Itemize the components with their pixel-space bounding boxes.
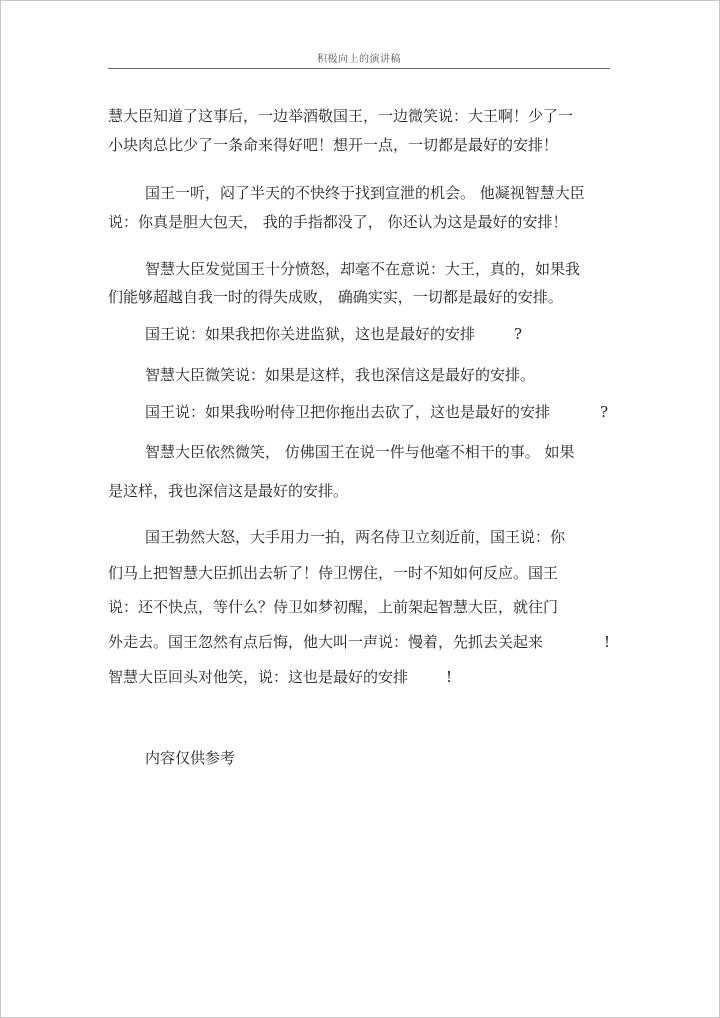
paragraph-8-line-4: 外走去。国王忽然有点后悔，他大叫一声说：慢着，先抓去关起来 <box>108 633 544 651</box>
paragraph-6-question-mark: ? <box>600 403 609 421</box>
paragraph-8-line-2: 们马上把智慧大臣抓出去斩了！侍卫愣住，一时不知如何反应。国王 <box>108 564 559 582</box>
paragraph-3-line-1: 智慧大臣发觉国王十分愤怒，却毫不在意说：大王，真的，如果我 <box>145 260 581 278</box>
paragraph-8-line-1: 国王勃然大怒，大手用力一拍，两名侍卫立刻近前，国王说：你 <box>145 528 566 546</box>
paragraph-5: 智慧大臣微笑说：如果是这样，我也深信这是最好的安排。 <box>145 366 536 384</box>
paragraph-8-line-5-exclamation: ! <box>446 668 453 686</box>
paragraph-1-line-1: 慧大臣知道了这事后，一边举酒敬国王，一边微笑说：大王啊！少了一 <box>108 107 574 125</box>
footer-note: 内容仅供参考 <box>145 749 236 767</box>
paragraph-6: 国王说：如果我吩咐侍卫把你拖出去砍了，这也是最好的安排 <box>145 403 551 421</box>
paragraph-1-line-2: 小块肉总比少了一条命来得好吧！想开一点，一切都是最好的安排！ <box>108 136 559 154</box>
paragraph-2-line-1: 国王一听，闷了半天的不快终于找到宣泄的机会。 他凝视智慧大臣 <box>145 184 585 202</box>
paragraph-4: 国王说：如果我把你关进监狱，这也是最好的安排 <box>145 325 476 343</box>
paragraph-7-line-1: 智慧大臣依然微笑， 仿佛国王在说一件与他毫不相干的事。 如果 <box>145 443 575 461</box>
paragraph-2-line-2: 说：你真是胆大包天， 我的手指都没了， 你还认为这是最好的安排！ <box>108 213 568 231</box>
page-header-title: 积极向上的演讲稿 <box>317 54 401 65</box>
paragraph-3-line-2: 们能够超越自我一时的得失成败， 确确实实，一切都是最好的安排。 <box>108 288 563 306</box>
header-divider <box>108 68 610 69</box>
paragraph-4-question-mark: ? <box>514 325 523 343</box>
paragraph-8-line-5: 智慧大臣回头对他笑，说：这也是最好的安排 <box>108 668 409 686</box>
paragraph-8-line-3: 说：还不快点，等什么？侍卫如梦初醒，上前架起智慧大臣，就往门 <box>108 598 559 616</box>
paragraph-7-line-2: 是这样，我也深信这是最好的安排。 <box>108 482 349 500</box>
paragraph-8-line-4-exclamation: ! <box>604 633 611 651</box>
